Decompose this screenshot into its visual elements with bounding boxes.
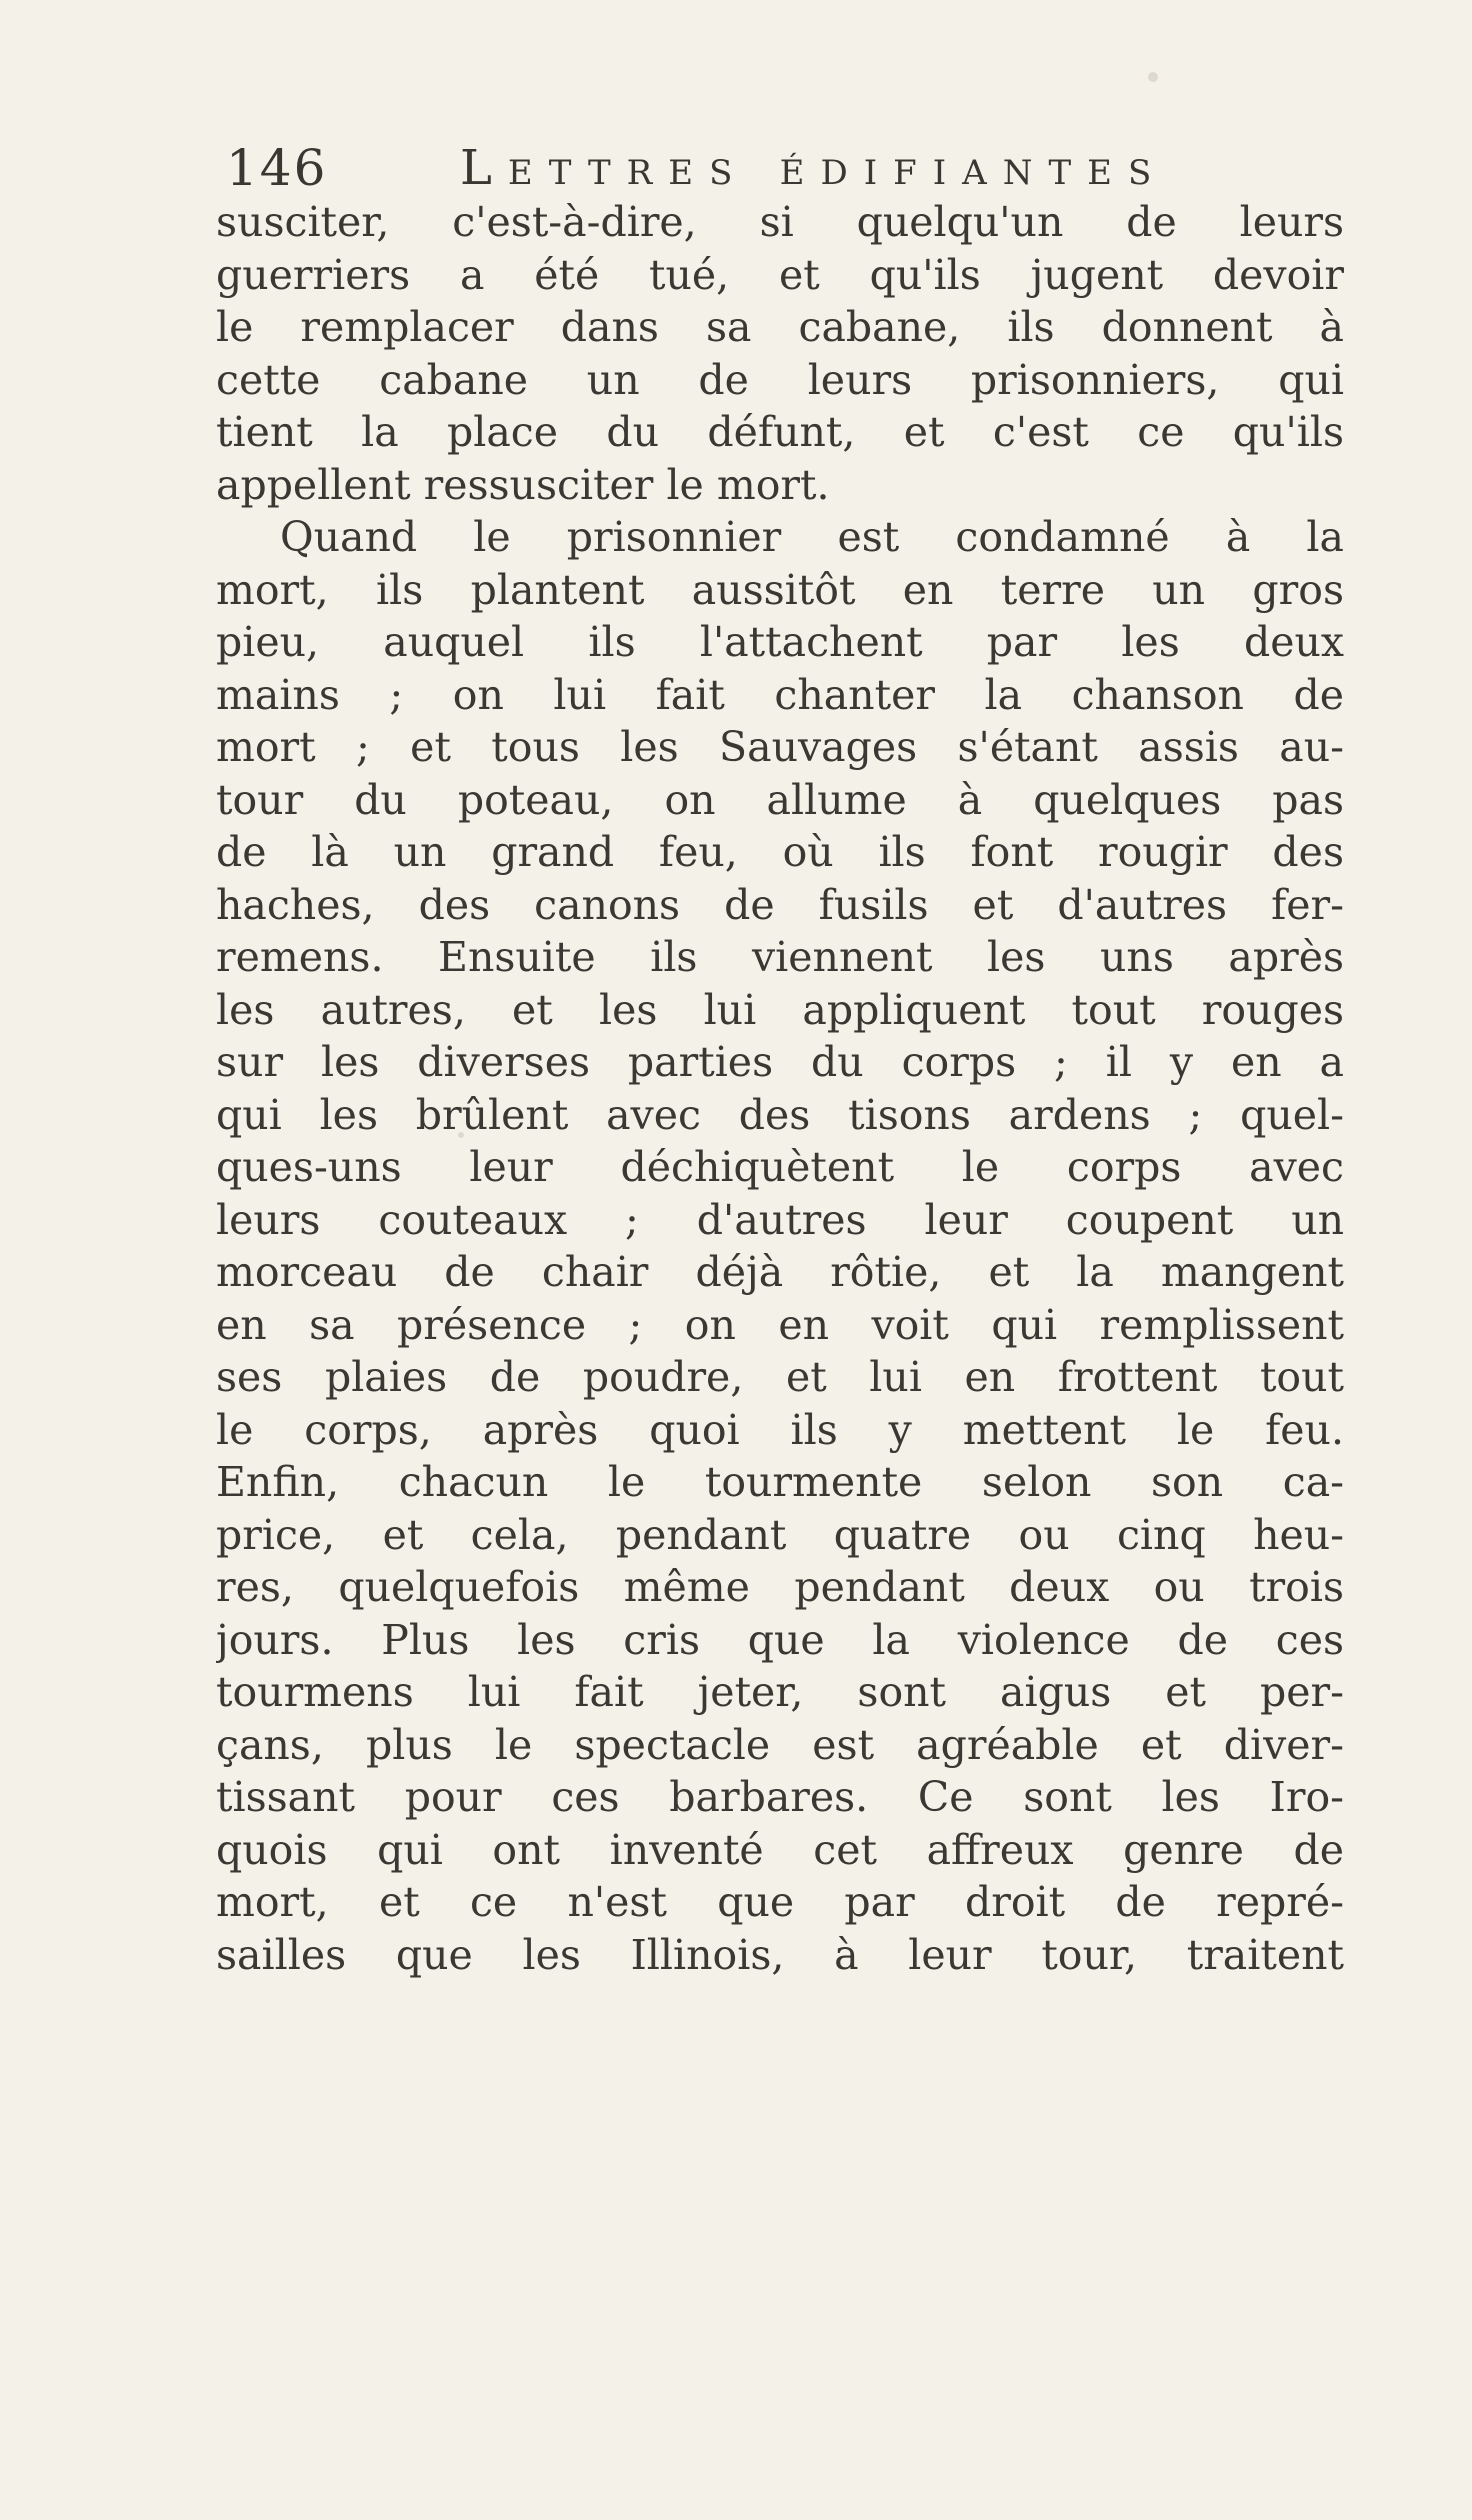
text-line: les autres, et les lui appliquent tout rouges	[216, 985, 1344, 1034]
text-line: le corps, après quoi ils y mettent le feu.	[216, 1405, 1344, 1454]
text-line: mains ; on lui fait chanter la chanson de	[216, 670, 1344, 719]
text-line: pieu, auquel ils l'attachent par les deux	[216, 618, 1344, 666]
text-line: Enfin, chacun le tourmente selon son ca-	[216, 1458, 1344, 1506]
text-line: morceau de chair déjà rôtie, et la mangent	[216, 1248, 1344, 1296]
text-line: guerriers a été tué, et qu'ils jugent devoir	[216, 250, 1344, 299]
text-line: ques-uns leur déchiquètent le corps avec	[216, 1143, 1344, 1191]
text-line: res, quelquefois même pendant deux ou trois	[216, 1563, 1344, 1611]
text-line: quois qui ont inventé cet affreux genre de	[216, 1825, 1344, 1874]
text-line: tour du poteau, on allume à quelques pas	[216, 775, 1344, 824]
body-text	[216, 196, 1344, 1981]
text-line: tient la place du défunt, et c'est ce qu'ils	[216, 408, 1344, 456]
text-line: jours. Plus les cris que la violence de ces	[216, 1615, 1344, 1664]
text-line: de là un grand feu, où ils font rougir des	[216, 828, 1344, 876]
text-line: haches, des canons de fusils et d'autres fer-	[216, 880, 1344, 929]
text-line: sur les diverses parties du corps ; il y en a	[216, 1038, 1344, 1086]
text-line: appellent ressusciter le mort.	[216, 460, 830, 509]
text-line: cette cabane un de leurs prisonniers, qui	[216, 355, 1344, 404]
text-line: leurs couteaux ; d'autres leur coupent un	[216, 1195, 1344, 1244]
text-line: sailles que les Illinois, à leur tour, traitent	[216, 1930, 1344, 1979]
text-line: mort ; et tous les Sauvages s'étant assis au-	[216, 723, 1344, 771]
text-line: en sa présence ; on en voit qui remplissent	[216, 1300, 1344, 1349]
text-line: çans, plus le spectacle est agréable et diver-	[216, 1720, 1344, 1769]
text-line: remens. Ensuite ils viennent les uns après	[216, 933, 1344, 981]
text-line: tourmens lui fait jeter, sont aigus et per-	[216, 1668, 1344, 1716]
text-line: susciter, c'est-à-dire, si quelqu'un de leurs	[216, 198, 1344, 246]
text-line: qui les brûlent avec des tisons ardens ; quel-	[216, 1090, 1344, 1139]
paper-speck	[1148, 72, 1158, 82]
text-line: price, et cela, pendant quatre ou cinq heu-	[216, 1510, 1344, 1559]
text-line: Quand le prisonnier est condamné à la	[280, 513, 1344, 561]
text-line: mort, et ce n'est que par droit de repré-	[216, 1878, 1344, 1926]
running-title: Lettres édifiantes	[460, 140, 1168, 196]
text-line: ses plaies de poudre, et lui en frottent tout	[216, 1353, 1344, 1401]
text-line: mort, ils plantent aussitôt en terre un gros	[216, 565, 1344, 614]
text-line: tissant pour ces barbares. Ce sont les Iro-	[216, 1773, 1344, 1821]
text-line: le remplacer dans sa cabane, ils donnent à	[216, 303, 1344, 351]
page-number: 146	[226, 139, 328, 197]
